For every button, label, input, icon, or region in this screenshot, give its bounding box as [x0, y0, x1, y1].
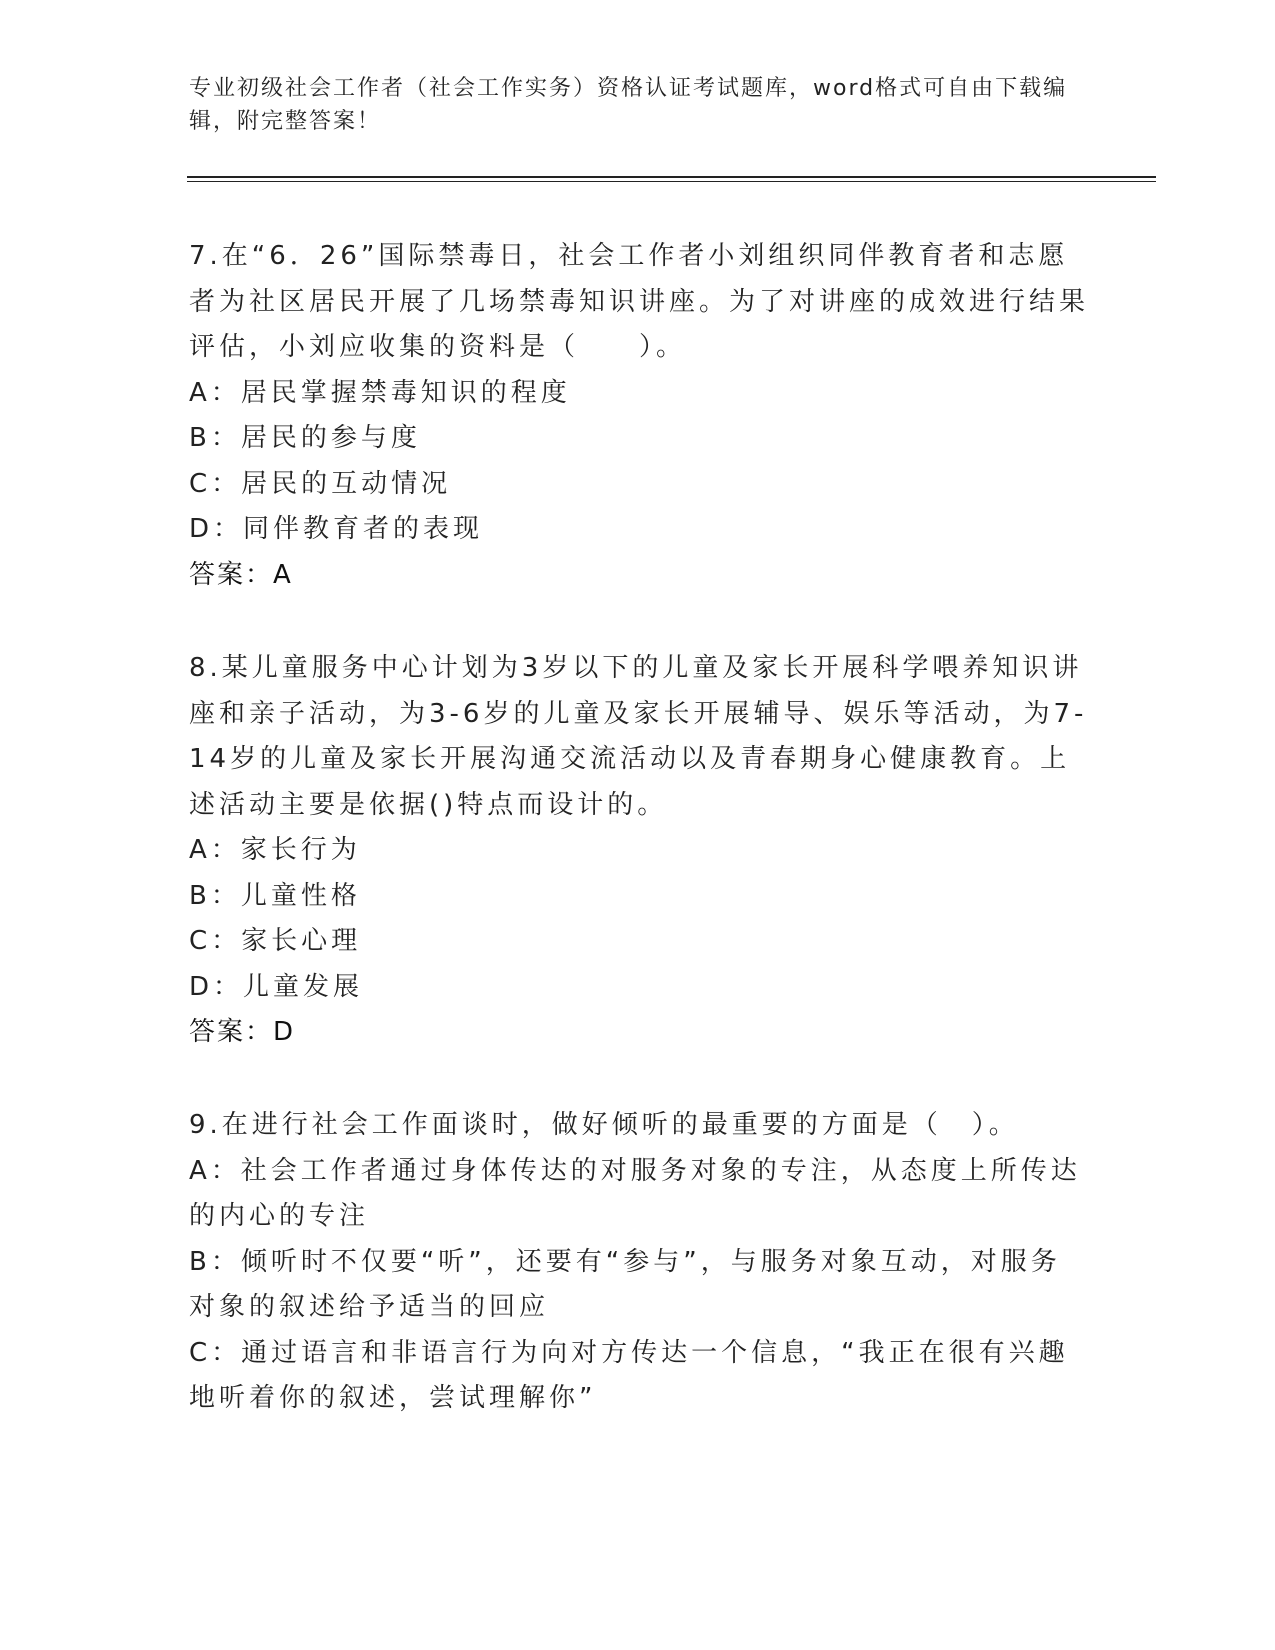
question-stem: 8.某儿童服务中心计划为3岁以下的儿童及家长开展科学喂养知识讲座和亲子活动，为3-6岁的儿童及家长开展辅导、娱乐等活动，为7-14岁的儿童及家长开展沟通交流活动以及青春期身心健康教育。上述活动主要是依据()特点而设计的。 [189, 653, 1088, 820]
question-stem: 7.在“6．26”国际禁毒日，社会工作者小刘组织同伴教育者和志愿者为社区居民开展了几场禁毒知识讲座。为了对讲座的成效进行结果评估，小刘应收集的资料是（ ）。 [189, 241, 1090, 362]
option-a: A：居民掌握禁毒知识的程度 [189, 377, 571, 408]
answer-label: 答案：D [189, 1017, 296, 1047]
answer-label: 答案：A [189, 559, 293, 590]
question-8 [189, 646, 1089, 1056]
option-c: C：家长心理 [189, 926, 362, 956]
document-header: 专业初级社会工作者（社会工作实务）资格认证考试题库，word格式可自由下载编辑，附完整答案！ [189, 76, 1068, 134]
option-a: A：家长行为 [189, 835, 361, 865]
option-c: C：居民的互动情况 [189, 468, 452, 499]
header-divider-top [187, 176, 1156, 178]
option-b: B：倾听时不仅要“听”，还要有“参与”，与服务对象互动，对服务对象的叙述给予适当的回应 [189, 1246, 1061, 1322]
option-b: B：儿童性格 [189, 880, 361, 911]
question-7 [189, 234, 1089, 598]
option-a: A：社会工作者通过身体传达的对服务对象的专注，从态度上所传达的内心的专注 [189, 1155, 1081, 1231]
header-divider-bottom [187, 181, 1156, 182]
option-b: B：居民的参与度 [189, 423, 421, 453]
option-d: D：儿童发展 [189, 971, 364, 1002]
question-stem: 9.在进行社会工作面谈时，做好倾听的最重要的方面是（ ）。 [189, 1110, 1019, 1140]
question-9 [189, 1103, 1089, 1422]
option-d: D：同伴教育者的表现 [189, 514, 484, 544]
option-c: C：通过语言和非语言行为向对方传达一个信息，“我正在很有兴趣地听着你的叙述，尝试理解你” [189, 1337, 1069, 1413]
